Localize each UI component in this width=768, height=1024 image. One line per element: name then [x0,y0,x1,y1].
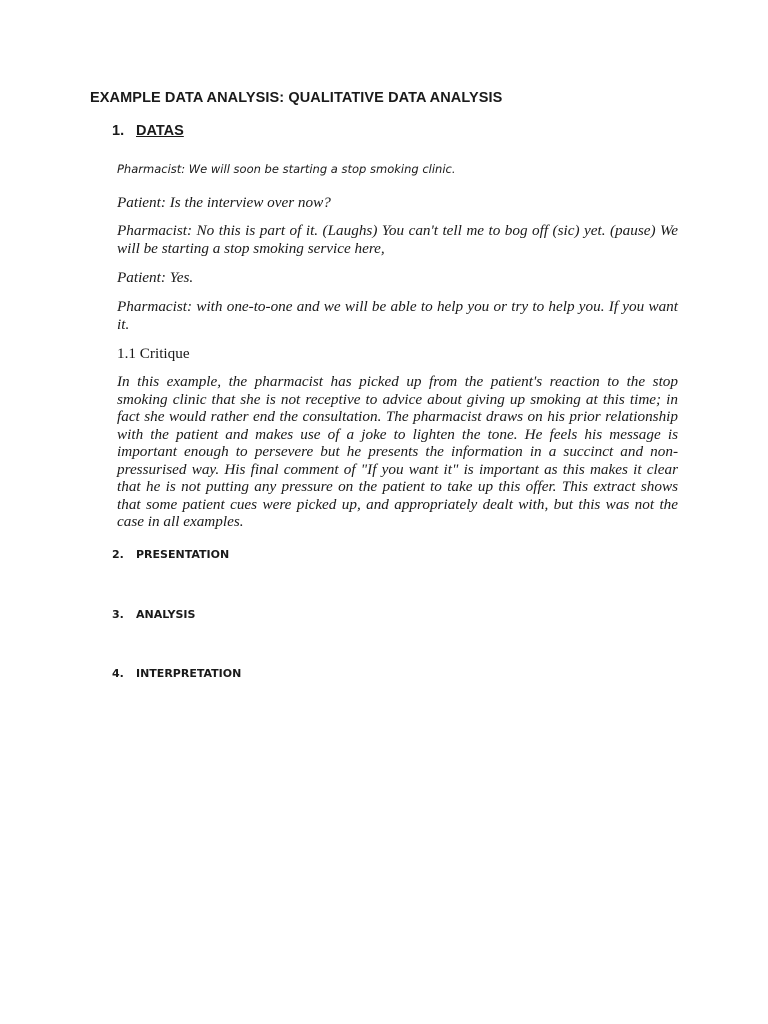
section-label: DATAS [136,123,184,139]
document-title: EXAMPLE DATA ANALYSIS: QUALITATIVE DATA ANALYSIS [90,90,503,106]
dialogue-line-patient-2: Patient: Yes. [117,269,194,286]
section-heading-interpretation [112,667,241,680]
dialogue-line-pharmacist-1: Pharmacist: We will soon be starting a stop smoking clinic. [117,162,456,176]
section-number: 4. [112,667,124,680]
critique-paragraph: In this example, the pharmacist has picked up from the patient's reaction to the stop smoking clinic that she is not receptive to advice about giving up smoking at this time; in fact she would rather end the consultation. The pharmacist draws on his prior relationship with the patient and makes use of a joke to lighten the tone. He feels his message is important enough to persevere but he presents the information in a succinct and non-pressurised way. His final comment of "If you want it" is important as this makes it clear that he is not putting any pressure on the patient to take up this offer. This extract shows that some patient cues were picked up, and appropriately dealt with, but this was not the case in all examples. [117,373,678,530]
dialogue-line-pharmacist-3: Pharmacist: with one-to-one and we will be able to help you or try to help you. If you want it. [117,298,678,333]
section-heading-datas [112,123,184,139]
section-number: 2. [112,548,124,561]
section-label: PRESENTATION [136,548,230,561]
section-heading-presentation [112,548,229,561]
dialogue-line-pharmacist-2: Pharmacist: No this is part of it. (Laughs) You can't tell me to bog off (sic) yet. (pause) We will be starting a stop smoking service here, [117,222,678,257]
section-heading-analysis [112,608,195,621]
section-number: 3. [112,608,124,621]
section-label: INTERPRETATION [136,667,242,680]
critique-heading: 1.1 Critique [117,345,190,362]
section-label: ANALYSIS [136,608,196,621]
dialogue-line-patient-1: Patient: Is the interview over now? [117,194,331,211]
section-number: 1. [112,123,125,139]
